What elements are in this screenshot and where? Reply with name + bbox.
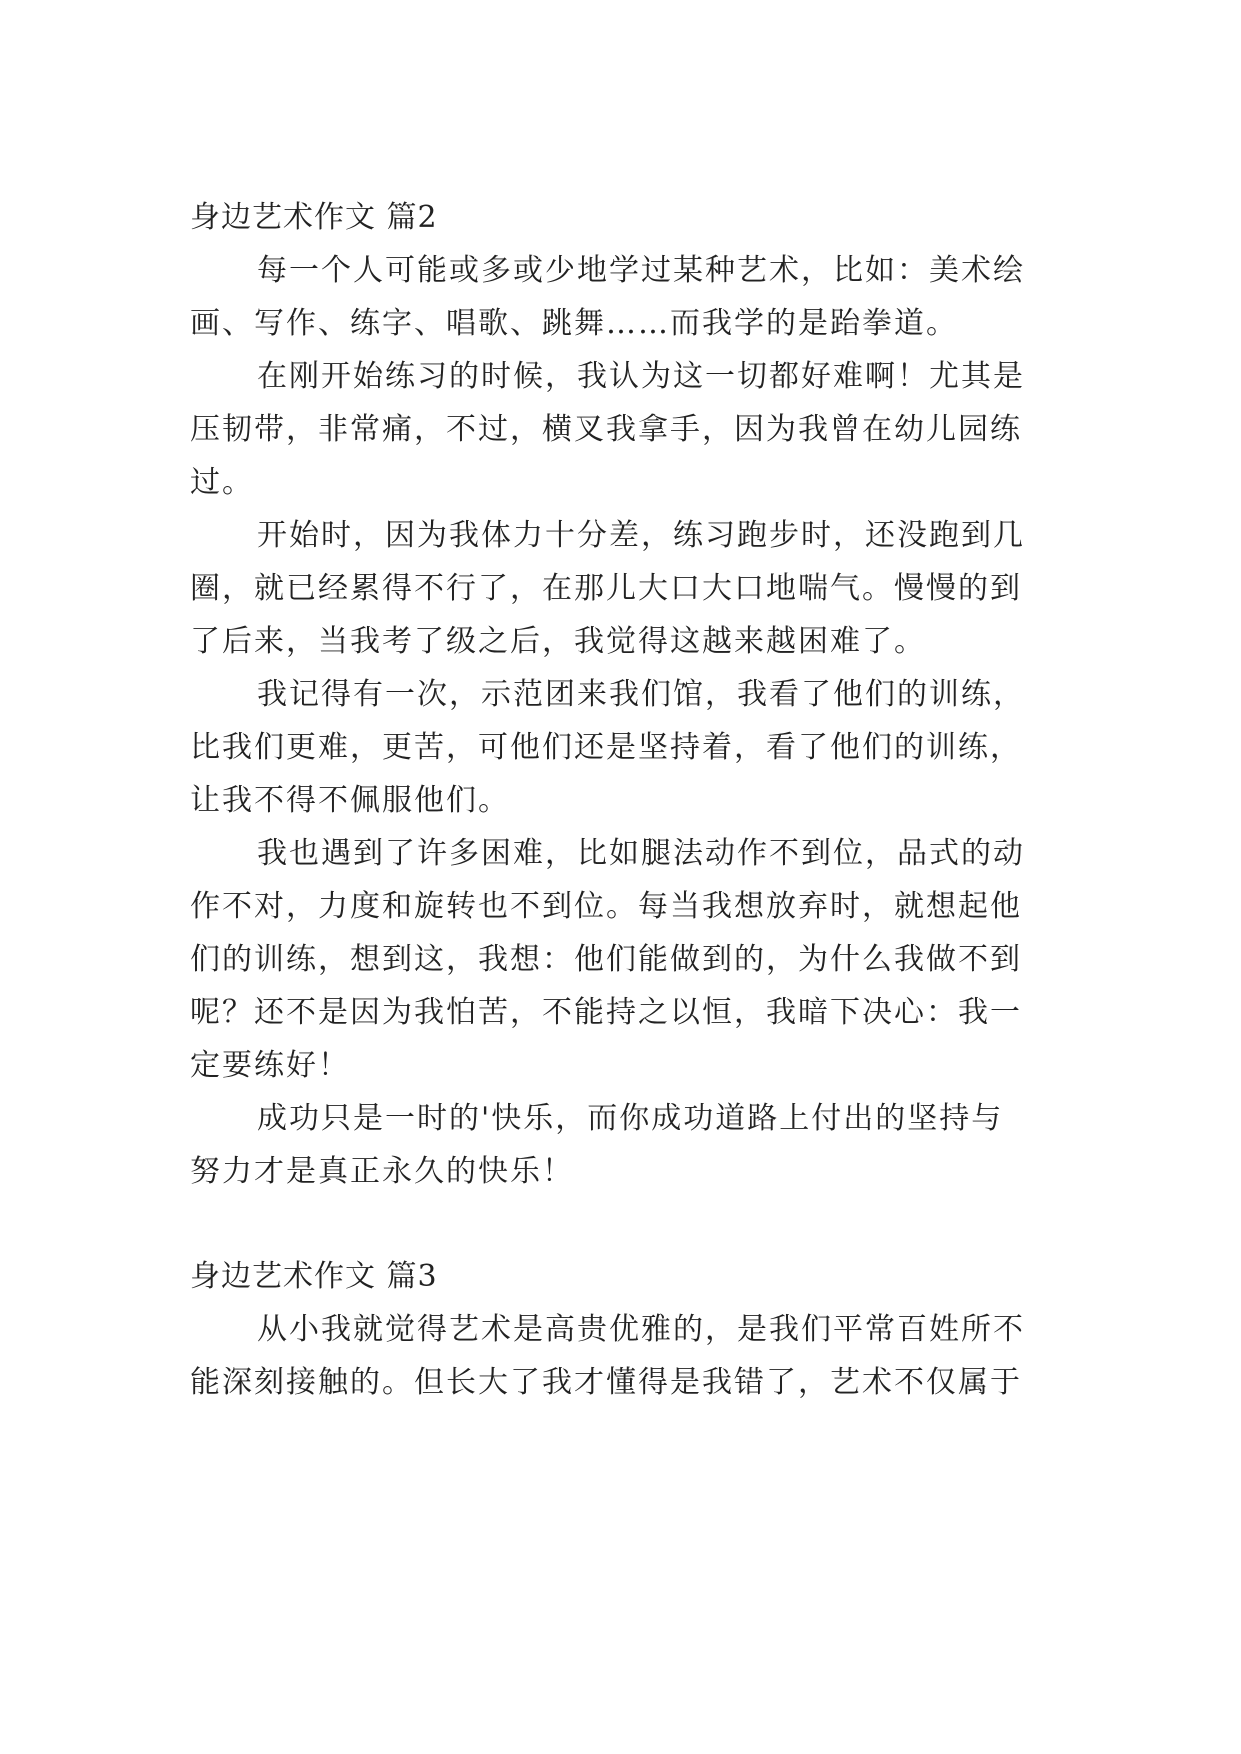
paragraph-line: 从小我就觉得艺术是高贵优雅的，是我们平常百姓所不 <box>257 1312 1025 1347</box>
paragraph-line: 们的训练，想到这，我想：他们能做到的，为什么我做不到 <box>190 942 1022 977</box>
paragraph-line: 圈，就已经累得不行了，在那儿大口大口地喘气。慢慢的到 <box>190 571 1022 606</box>
paragraph-line: 我记得有一次，示范团来我们馆，我看了他们的训练， <box>257 677 1025 712</box>
paragraph-line: 定要练好！ <box>190 1048 350 1083</box>
section-heading: 身边艺术作文 篇2 <box>190 200 438 235</box>
paragraph-line: 作不对，力度和旋转也不到位。每当我想放弃时，就想起他 <box>190 889 1022 924</box>
section-heading: 身边艺术作文 篇3 <box>190 1259 438 1294</box>
paragraph-line: 每一个人可能或多或少地学过某种艺术，比如：美术绘 <box>257 253 1025 288</box>
paragraph-line: 开始时，因为我体力十分差，练习跑步时，还没跑到几 <box>257 518 1025 553</box>
paragraph-line: 成功只是一时的'快乐，而你成功道路上付出的坚持与 <box>257 1101 1004 1136</box>
paragraph-line: 在刚开始练习的时候，我认为这一切都好难啊！尤其是 <box>257 359 1025 394</box>
paragraph-line: 画、写作、练字、唱歌、跳舞……而我学的是跆拳道。 <box>190 306 958 341</box>
paragraph-line: 过。 <box>190 465 254 500</box>
paragraph-line: 压韧带，非常痛，不过，横叉我拿手，因为我曾在幼儿园练 <box>190 412 1022 447</box>
paragraph-line: 我也遇到了许多困难，比如腿法动作不到位，品式的动 <box>257 836 1025 871</box>
paragraph-line: 了后来，当我考了级之后，我觉得这越来越困难了。 <box>190 624 926 659</box>
paragraph-line: 呢？还不是因为我怕苦，不能持之以恒，我暗下决心：我一 <box>190 995 1022 1030</box>
paragraph-line: 让我不得不佩服他们。 <box>190 783 510 818</box>
paragraph-line: 比我们更难，更苦，可他们还是坚持着，看了他们的训练， <box>190 730 1022 765</box>
paragraph-line: 能深刻接触的。但长大了我才懂得是我错了，艺术不仅属于 <box>190 1365 1022 1400</box>
paragraph-line: 努力才是真正永久的快乐！ <box>190 1154 574 1189</box>
